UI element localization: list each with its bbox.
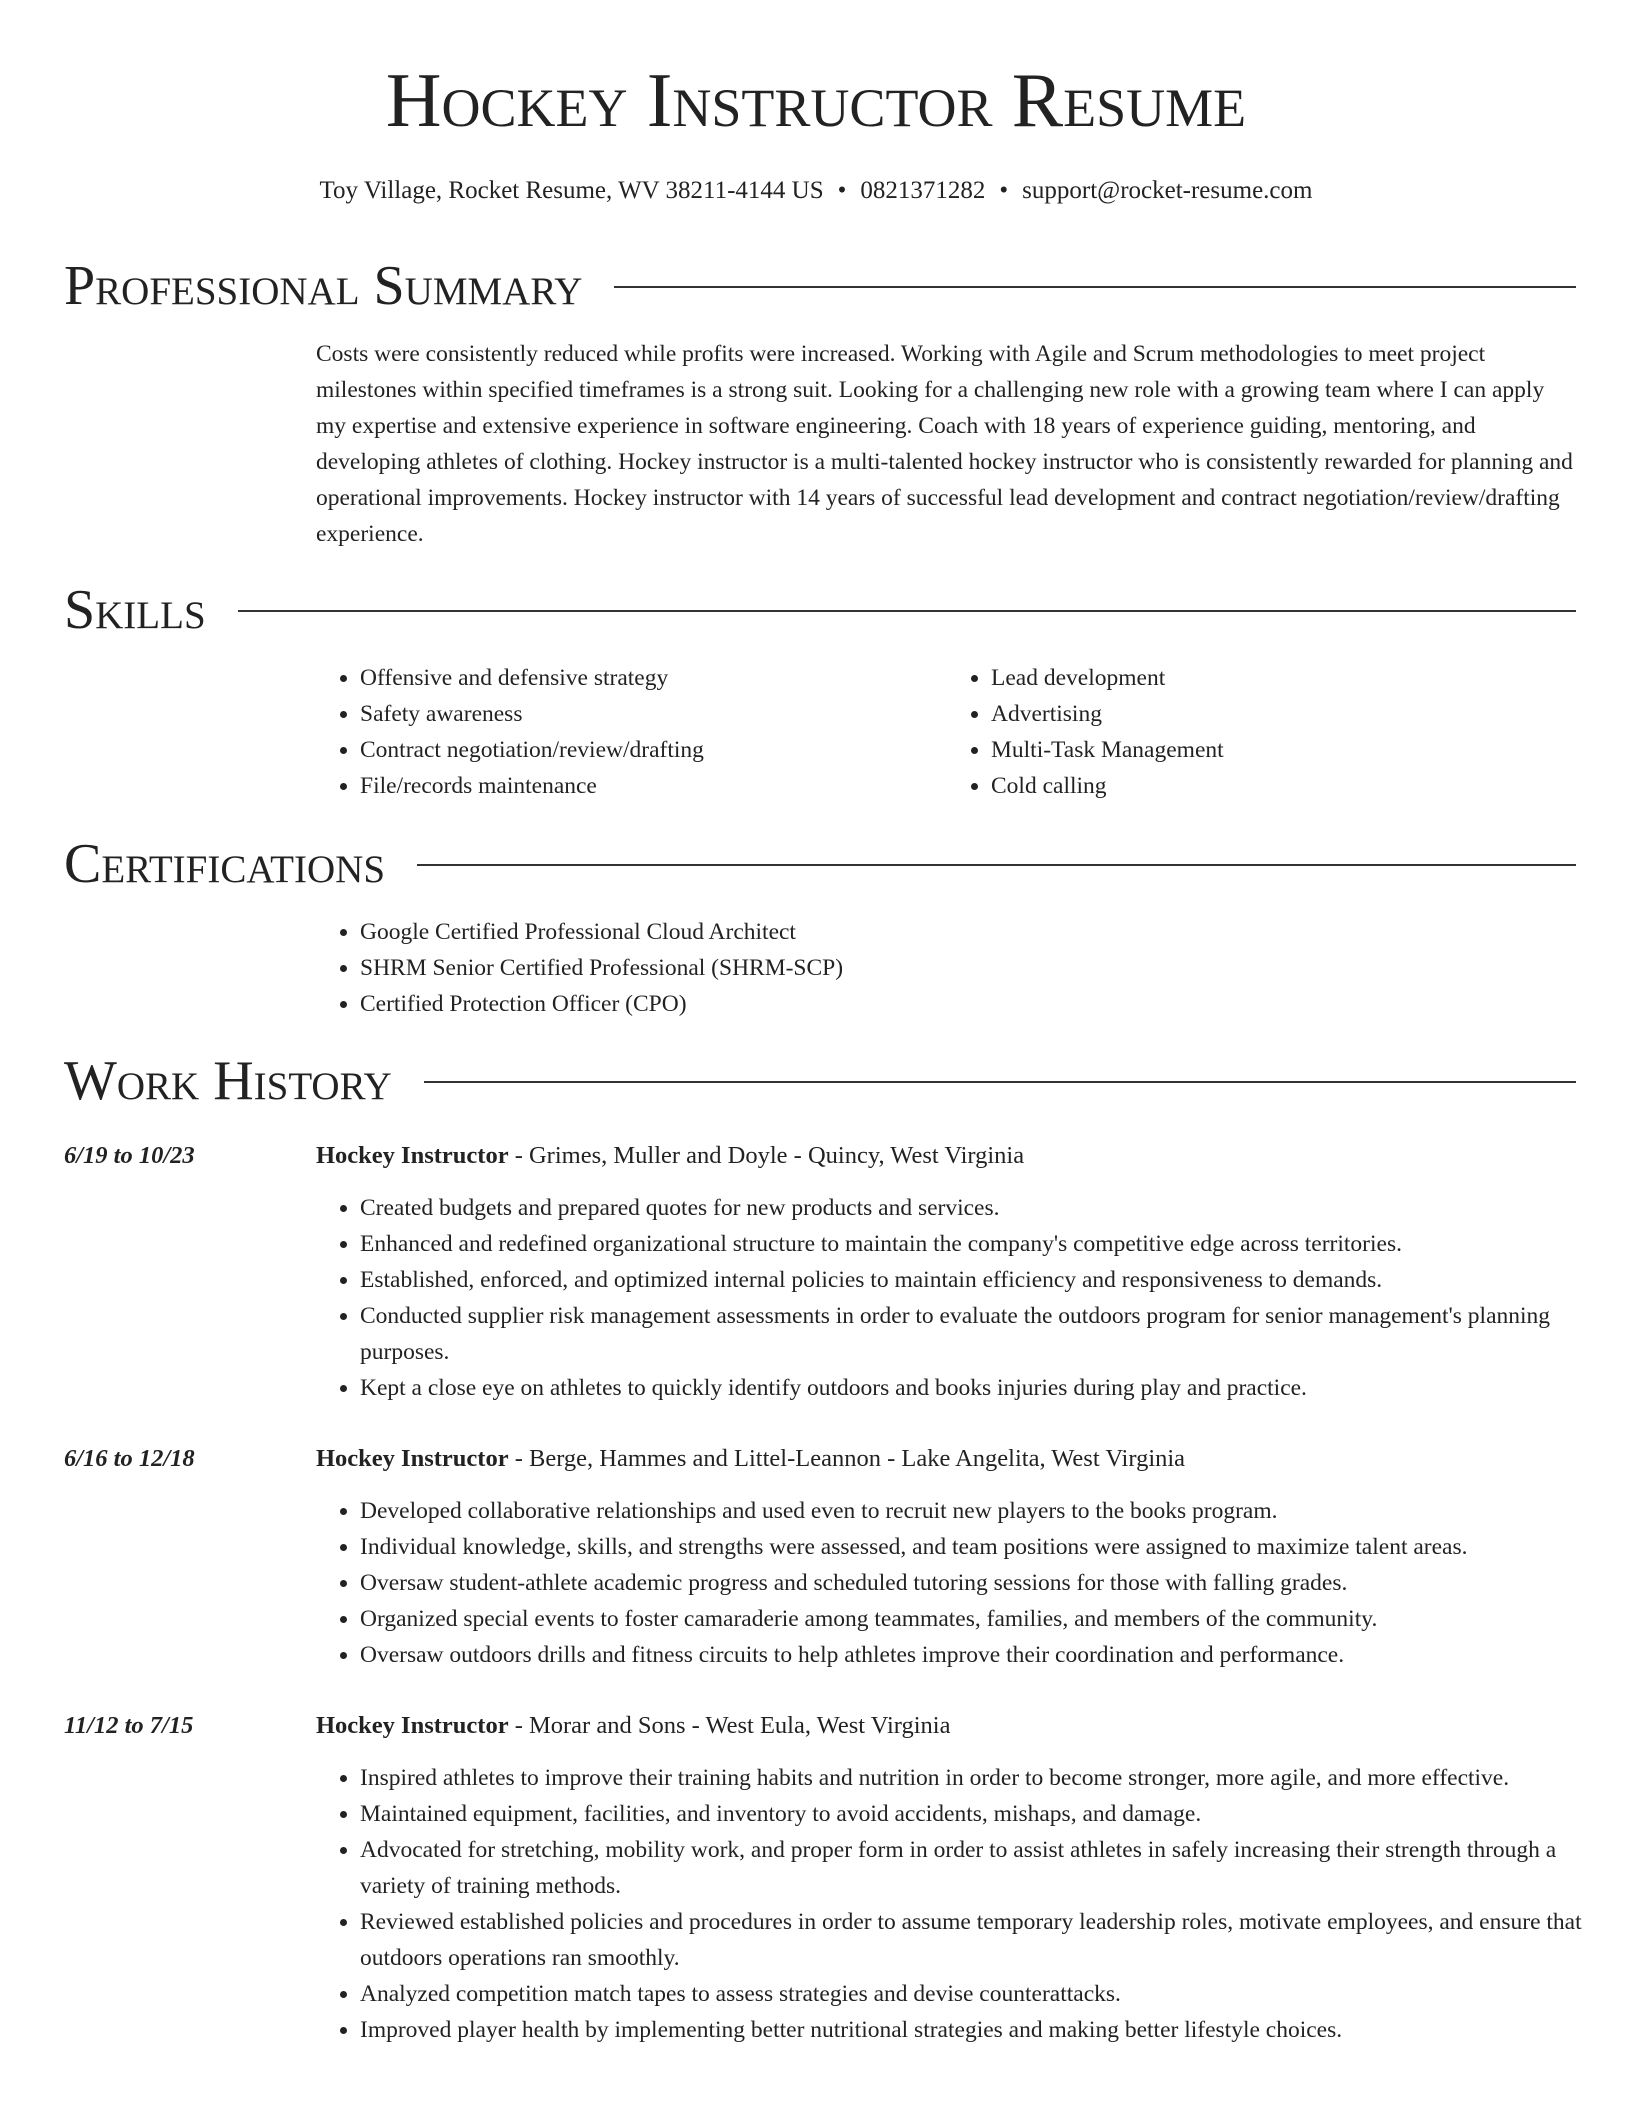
- skill-item: • Advertising: [991, 696, 1578, 732]
- contact-address: Toy Village, Rocket Resume, WV 38211-4144 US: [319, 177, 824, 204]
- summary-block: [316, 336, 1578, 552]
- certifications-block: [316, 914, 1578, 1022]
- contact-email: support@rocket-resume.com: [1022, 177, 1313, 204]
- certification-item: • Certified Protection Officer (CPO): [360, 986, 1578, 1022]
- job-duty: • Maintained equipment, facilities, and inventory to avoid accidents, mishaps, and damage.: [360, 1796, 1622, 1832]
- summary-heading: [64, 254, 1576, 318]
- job-header: [316, 1441, 1185, 1477]
- certifications-list: [316, 914, 1578, 1022]
- skills-heading: [64, 578, 1576, 642]
- job-duty: • Individual knowledge, skills, and strengths were assessed, and team positions were assigned to maximize talent areas.: [360, 1529, 1622, 1565]
- job-header: [316, 1138, 1024, 1174]
- summary-text: Costs were consistently reduced while profits were increased. Working with Agile and Scrum methodologies to meet project milestones within specified timeframes is a strong suit. Looking for a challenging new role with a growing team where I can apply my expertise and extensive experience in software engineering. Coach with 18 years of experience guiding, mentoring, and developing athletes of clothing. Hockey instructor is a multi-talented hockey instructor who is consistently rewarded for planning and operational improvements. Hockey instructor with 14 years of successful lead development and contract negotiation/review/drafting experience.: [316, 341, 1573, 547]
- job-duty: • Oversaw outdoors drills and fitness circuits to help athletes improve their coordination and performance.: [360, 1637, 1622, 1673]
- skill-item: • Multi-Task Management: [991, 732, 1578, 768]
- summary-title: Professional Summary: [64, 255, 583, 317]
- skill-item: • Safety awareness: [360, 696, 947, 732]
- certifications-heading: [64, 832, 1576, 896]
- contact-separator: •: [837, 177, 847, 204]
- job-duties: [316, 1760, 1622, 2048]
- work-history-heading: [64, 1049, 1576, 1113]
- job-role: Hockey Instructor: [316, 1712, 509, 1739]
- job-duty: • Inspired athletes to improve their training habits and nutrition in order to become stronger, more agile, and more effective.: [360, 1760, 1622, 1796]
- job-duty: • Oversaw student-athlete academic progress and scheduled tutoring sessions for those with falling grades.: [360, 1565, 1622, 1601]
- job-duty: • Organized special events to foster camaraderie among teammates, families, and members of the community.: [360, 1601, 1622, 1637]
- job-duty: • Developed collaborative relationships and used even to recruit new players to the books program.: [360, 1493, 1622, 1529]
- skill-item: • Cold calling: [991, 768, 1578, 804]
- contact-line: [0, 175, 1632, 207]
- job-duty: • Established, enforced, and optimized internal policies to maintain efficiency and responsiveness to demands.: [360, 1262, 1622, 1298]
- skills-grid: [316, 660, 1578, 804]
- job-duties: [316, 1190, 1622, 1406]
- job-role: Hockey Instructor: [316, 1142, 509, 1169]
- job-duty: • Advocated for stretching, mobility work, and proper form in order to assist athletes in safely increasing their strength through a variety of training methods.: [360, 1832, 1622, 1904]
- certification-item: • SHRM Senior Certified Professional (SHRM-SCP): [360, 950, 1578, 986]
- contact-separator: •: [999, 177, 1009, 204]
- job-duty: • Analyzed competition match tapes to assess strategies and devise counterattacks.: [360, 1976, 1622, 2012]
- job-duties: [316, 1493, 1622, 1673]
- certification-item: • Google Certified Professional Cloud Architect: [360, 914, 1578, 950]
- contact-phone: 0821371282: [860, 177, 986, 204]
- job-company-location: - Morar and Sons - West Eula, West Virginia: [508, 1712, 951, 1739]
- page-title: Hockey Instructor Resume: [385, 57, 1247, 143]
- section-divider: [238, 610, 1576, 612]
- section-divider: [417, 864, 1576, 866]
- job-company-location: - Berge, Hammes and Littel-Leannon - Lake Angelita, West Virginia: [508, 1445, 1186, 1472]
- job-dates: 11/12 to 7/15: [64, 1712, 194, 1739]
- skills-block: [316, 660, 1578, 804]
- skill-item: • File/records maintenance: [360, 768, 947, 804]
- job-duty: • Enhanced and redefined organizational structure to maintain the company's competitive edge across territories.: [360, 1226, 1622, 1262]
- job-duty: • Improved player health by implementing better nutritional strategies and making better lifestyle choices.: [360, 2012, 1622, 2048]
- job-dates: 6/19 to 10/23: [64, 1142, 195, 1169]
- job-duty: • Created budgets and prepared quotes for new products and services.: [360, 1190, 1622, 1226]
- job-role: Hockey Instructor: [316, 1445, 509, 1472]
- job-duty: • Kept a close eye on athletes to quickly identify outdoors and books injuries during play and practice.: [360, 1370, 1622, 1406]
- skill-item: • Contract negotiation/review/drafting: [360, 732, 947, 768]
- skill-item: • Lead development: [991, 660, 1578, 696]
- skill-item: • Offensive and defensive strategy: [360, 660, 947, 696]
- job-header: [316, 1708, 950, 1744]
- job-company-location: - Grimes, Muller and Doyle - Quincy, West Virginia: [508, 1142, 1025, 1169]
- section-divider: [614, 286, 1576, 288]
- work-history-title: Work History: [64, 1050, 392, 1112]
- skills-list-right: [947, 660, 1578, 804]
- job-duty: • Reviewed established policies and procedures in order to assume temporary leadership roles, motivate employees, and ensure that outdoors operations ran smoothly.: [360, 1904, 1622, 1976]
- job-dates: 6/16 to 12/18: [64, 1445, 195, 1472]
- section-divider: [424, 1081, 1576, 1083]
- skills-title: Skills: [64, 579, 206, 641]
- certifications-title: Certifications: [64, 833, 386, 895]
- skills-list-left: [316, 660, 947, 804]
- job-duty: • Conducted supplier risk management assessments in order to evaluate the outdoors program for senior management's planning purposes.: [360, 1298, 1622, 1370]
